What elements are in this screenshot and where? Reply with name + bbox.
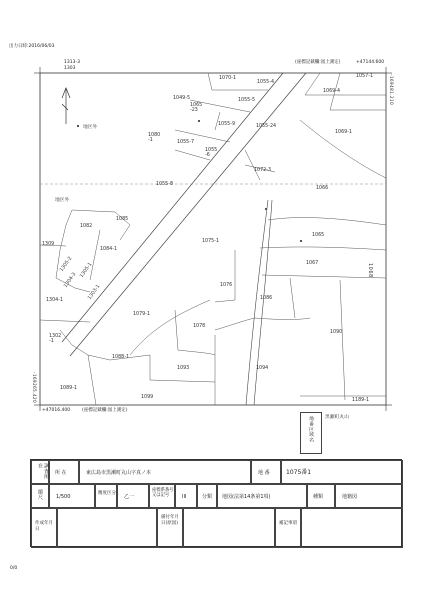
parcel-label: 1088-1 [112,355,129,360]
parcel-label: 1078 [193,324,206,329]
parcel-label: 1309 [42,242,55,247]
shurui-label-cell: 種類 [307,484,335,508]
parcel-label: 1072-3 [254,168,271,173]
parcel-label: 1055-8 [156,182,173,187]
parcel-label: 1305-1 [79,262,94,279]
parcel-label: 1069-1 [335,130,352,135]
parcel-label: 1093 [177,366,190,371]
corner-num-1: 1313-3 [64,60,80,65]
bunrui-label-cell: 分類 [197,484,217,508]
coord-right-top: -169481.210 [389,74,394,106]
parcel-label: 1065 [312,233,325,238]
sakusei-value-cell [57,508,157,548]
chiban-value-cell: 1075番1 [281,460,403,484]
hosoku-value-cell [301,508,403,548]
shurui-value-cell: 地籍図 [335,484,403,508]
print-date: 出力日時:2016/06/03 [9,44,55,49]
page-indicator: 0/0 [10,566,18,571]
parcel-label: 1302 -1 [49,334,62,344]
sakusei-label-cell: 作成年月日 [31,508,57,548]
bunrui-value-cell: 地図(法第14条第1項) [217,484,307,508]
parcel-label: 1079-1 [133,312,150,317]
zahyo-label-cell: 座標系番号又は記号 [149,484,175,508]
area-outside-label: 地区外 [83,125,98,130]
coord-top-right: +47144.600 [356,60,385,65]
hozuke-value-cell [183,508,275,548]
parcel-label: 1075-1 [202,239,219,244]
parcel-label: 1305-2 [59,256,74,273]
parcel-label: 1055 -6 [205,148,218,158]
parcel-label: 1067 [306,261,319,266]
north-arrow-icon [62,88,70,124]
parcel-label: 1085 [116,217,129,222]
parcel-label: 1086 [260,296,273,301]
zahyo-value-cell: III [175,484,197,508]
parcel-label: 1084-1 [100,247,117,252]
parcel-label: 1304-1 [46,298,63,303]
shozai-label-cell: 調査所在 [31,460,49,484]
parcel-label: 1066 [316,186,329,191]
area-name-box [300,412,322,454]
seido-value-cell: 乙一 [117,484,149,508]
area-name-label: 地番区域名 [308,416,313,443]
shozai-field-cell: 所 在 [49,460,79,484]
parcel-label: 1055-9 [218,122,235,127]
parcel-label: 1057-1 [356,74,373,79]
parcel-label: 1049-5 [173,96,190,101]
shukushaku-label-cell: 縮尺 [31,484,49,508]
parcel-label: 1090 [330,330,343,335]
area-name-value: 黒瀬町丸山 [325,415,349,420]
hosoku-label-cell: 補記事項 [275,508,301,548]
info-table [30,459,402,547]
parcel-label: 1065 -23 [190,103,203,113]
parcel-label: 1070-1 [219,76,236,81]
shukushaku-value-cell: 1/500 [49,484,95,508]
seido-label-cell: 精度区分 [95,484,117,508]
parcel-label: 1055-7 [177,140,194,145]
parcel-label: 1303-1 [87,284,102,301]
parcel-label: 1069-4 [323,89,340,94]
parcel-label: 1080 -1 [148,133,161,143]
coord-left-bottom: -169265.420 [32,372,37,404]
parcel-label: 1094 [256,366,269,371]
parcel-label: 1055-24 [256,124,277,129]
parcel-label: 1304-3 [63,272,78,289]
corner-num-2: 1303 [64,66,76,71]
coord-bottom-left: +47016.400 [42,408,71,413]
parcel-label: 1055-5 [238,98,255,103]
area-outside-label: 地区外 [55,198,70,203]
chiban-label-cell: 地 番 [251,460,281,484]
coord-bottom-mid: (座標記載欄:図上測定) [82,408,128,413]
parcel-label: 1089-1 [60,386,77,391]
coord-top-left: (座標記載欄:図上測定) [295,60,341,65]
parcel-label: 1082 [80,224,93,229]
parcel-label: 1076 [220,283,233,288]
parcel-label: 1189-1 [352,398,369,403]
hozuke-label-cell: 備付年月日(原図) [157,508,183,548]
parcel-label: 1055-4 [257,80,274,85]
shozai-value-cell: 東広島市黒瀬町丸山字真ノ本 [79,460,251,484]
parcel-label: 1099 [141,395,154,400]
parcel-label: 1068 [367,263,373,278]
